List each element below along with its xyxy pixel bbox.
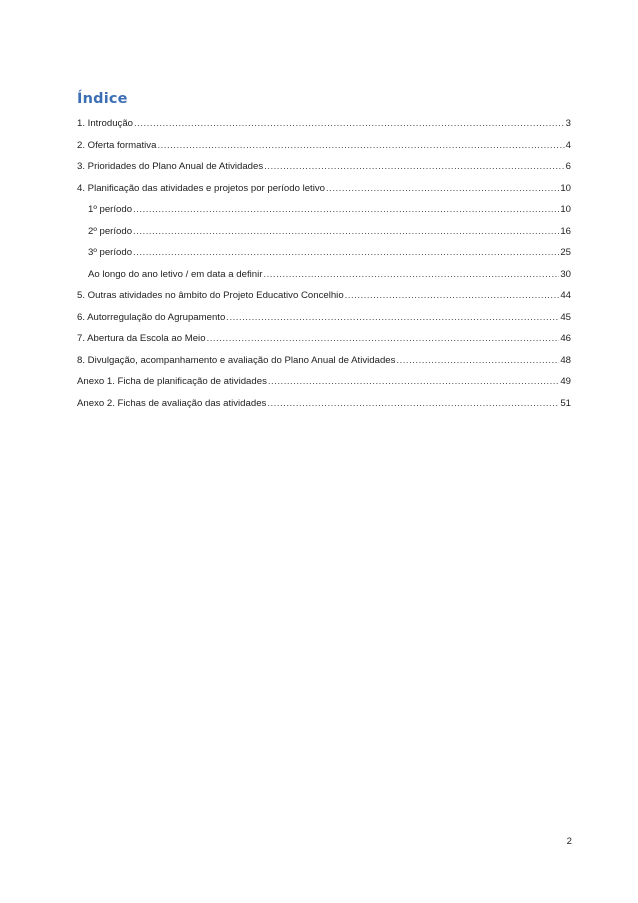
toc-entry-page: 48: [560, 354, 571, 366]
toc-entry-ao-longo-do-ano[interactable]: [77, 264, 571, 286]
dot-leader: [226, 307, 559, 329]
dot-leader: [263, 264, 559, 286]
dot-leader: [345, 285, 560, 307]
toc-entry-page: 4: [565, 139, 571, 151]
toc-entry-page: 16: [560, 225, 571, 237]
toc-entry-introducao[interactable]: [77, 113, 571, 135]
page-number: 2: [566, 836, 572, 847]
toc-entry-page: 30: [560, 268, 571, 280]
toc-entry-anexo-2[interactable]: [77, 393, 571, 415]
toc-entry-outras-atividades[interactable]: [77, 285, 571, 307]
toc-entry-page: 44: [560, 290, 571, 301]
toc-entry-autorregulacao[interactable]: [77, 307, 571, 329]
toc-entry-page: 46: [560, 333, 571, 344]
dot-leader: [133, 221, 559, 243]
toc-entry-page: 10: [560, 204, 571, 215]
toc-entry-anexo-1[interactable]: [77, 371, 571, 393]
dot-leader: [264, 156, 565, 178]
toc-entry-divulgacao[interactable]: [77, 350, 571, 372]
dot-leader: [268, 371, 559, 393]
toc-entry-label: 2º período: [88, 225, 133, 237]
toc-title: Índice: [77, 91, 128, 107]
toc-entry-oferta-formativa[interactable]: [77, 135, 571, 157]
toc-entry-label: 3º período: [88, 247, 133, 258]
toc-entry-label: 7. Abertura da Escola ao Meio: [77, 333, 206, 344]
toc-entry-page: 45: [560, 311, 571, 323]
dot-leader: [396, 350, 559, 372]
toc-entry-page: 25: [560, 247, 571, 258]
toc-entry-label: 3. Prioridades do Plano Anual de Atividades: [77, 161, 264, 172]
toc-entry-label: 5. Outras atividades no âmbito do Projeto Educativo Concelhio: [77, 290, 344, 301]
toc-entry-label: Anexo 1. Ficha de planificação de atividades: [77, 376, 267, 387]
toc-entry-abertura-escola[interactable]: [77, 328, 571, 350]
toc-entry-label: 4. Planificação das atividades e projetos por período letivo: [77, 182, 325, 194]
dot-leader: [133, 199, 559, 221]
toc-entry-label: 2. Oferta formativa: [77, 139, 157, 151]
toc-entry-2-periodo[interactable]: [77, 221, 571, 243]
toc-entry-prioridades[interactable]: [77, 156, 571, 178]
toc-entry-page: 10: [560, 182, 571, 194]
toc-entry-page: 3: [565, 118, 571, 129]
dot-leader: [133, 242, 559, 264]
toc-entry-1-periodo[interactable]: [77, 199, 571, 221]
toc-entry-page: 6: [565, 161, 571, 172]
toc-entry-3-periodo[interactable]: [77, 242, 571, 264]
toc-entry-label: Anexo 2. Fichas de avaliação das atividades: [77, 397, 267, 409]
dot-leader: [207, 328, 560, 350]
dot-leader: [326, 178, 559, 200]
toc-entry-label: 6. Autorregulação do Agrupamento: [77, 311, 226, 323]
dot-leader: [267, 393, 559, 415]
toc-entry-planificacao[interactable]: [77, 178, 571, 200]
toc-entry-label: 1º período: [88, 204, 133, 215]
toc-entry-page: 49: [560, 376, 571, 387]
toc-entry-page: 51: [560, 397, 571, 409]
table-of-contents: [77, 113, 571, 414]
dot-leader: [157, 135, 564, 157]
dot-leader: [134, 113, 565, 135]
toc-entry-label: 8. Divulgação, acompanhamento e avaliação do Plano Anual de Atividades: [77, 354, 396, 366]
toc-entry-label: 1. Introdução: [77, 118, 134, 129]
toc-entry-label: Ao longo do ano letivo / em data a definir: [88, 268, 263, 280]
